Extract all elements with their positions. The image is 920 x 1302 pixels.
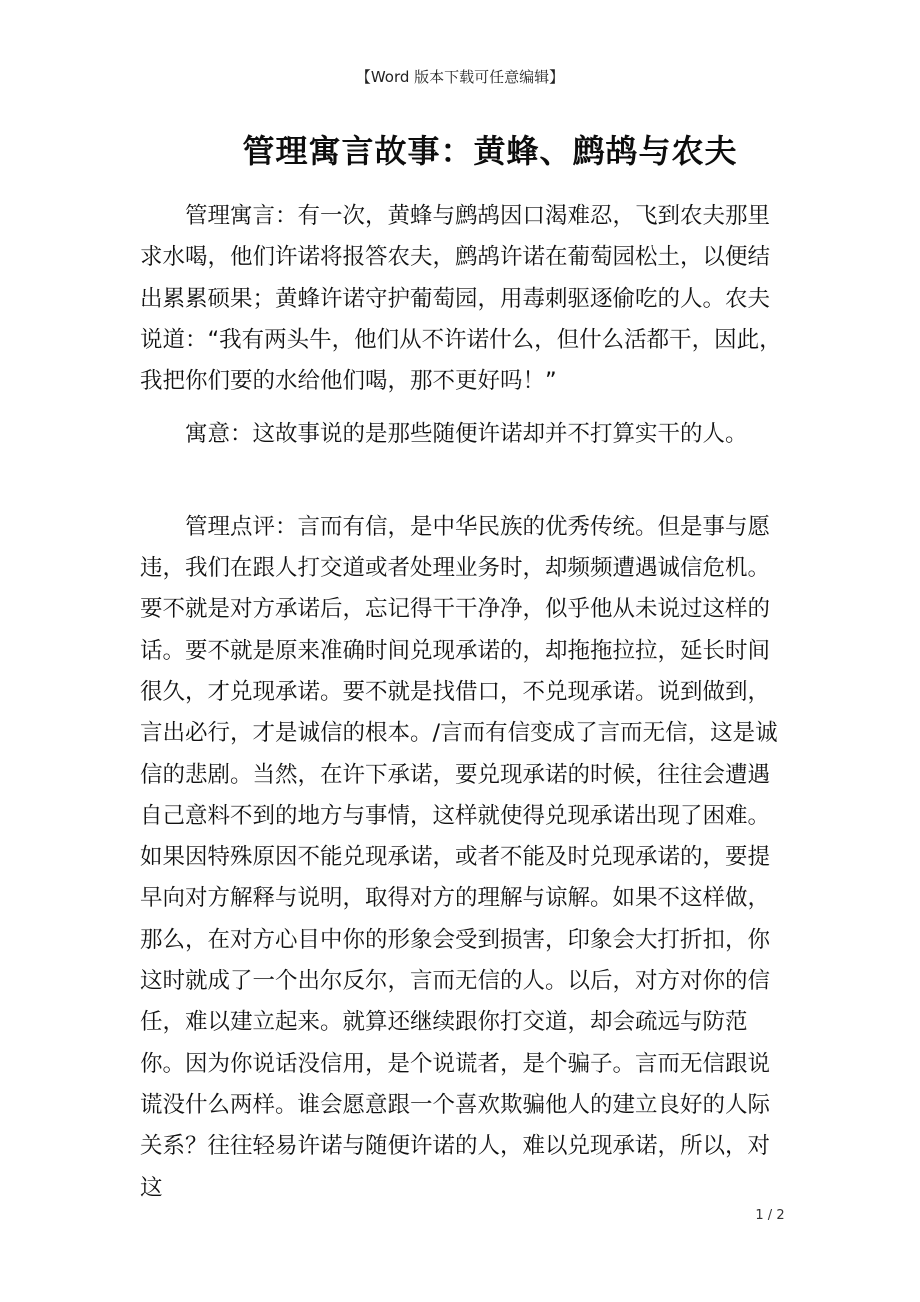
document-body	[140, 196, 782, 1221]
page-number: 1 / 2	[755, 1208, 785, 1223]
header-note: 【Word 版本下载可任意编辑】	[355, 68, 565, 86]
paragraph-commentary: 管理点评：言而有信，是中华民族的优秀传统。但是事与愿违，我们在跟人打交道或者处理业务时，却频频遭遇诚信危机。要不就是对方承诺后，忘记得干干净净，似乎他从未说过这样的话。要不就是原来准确时间兑现承诺的，却拖拖拉拉，延长时间很久，才兑现承诺。要不就是找借口，不兑现承诺。说到做到，言出必行，才是诚信的根本。/言而有信变成了言而无信，这是诚信的悲剧。当然，在许下承诺，要兑现承诺的时候，往往会遭遇自己意料不到的地方与事情，这样就使得兑现承诺出现了困难。如果因特殊原因不能兑现承诺，或者不能及时兑现承诺的，要提早向对方解释与说明，取得对方的理解与谅解。如果不这样做，那么，在对方心目中你的形象会受到损害，印象会大打折扣，你这时就成了一个出尔反尔，言而无信的人。以后，对方对你的信任，难以建立起来。就算还继续跟你打交道，却会疏远与防范你。因为你说话没信用，是个说谎者，是个骗子。言而无信跟说谎没什么两样。谁会愿意跟一个喜欢欺骗他人的建立良好的人际关系？往往轻易许诺与随便许诺的人，难以兑现承诺，所以，对这	[140, 513, 778, 1201]
paragraph-fable: 管理寓言：有一次，黄蜂与鹧鸪因口渴难忍，飞到农夫那里求水喝，他们许诺将报答农夫，鹧鸪许诺在葡萄园松土，以便结出累累硕果；黄蜂许诺守护葡萄园，用毒刺驱逐偷吃的人。农夫说道：“我有两头牛，他们从不许诺什么，但什么活都干，因此，我把你们要的水给他们喝，那不更好吗！”	[140, 203, 782, 395]
page-title: 管理寓言故事：黄蜂、鹧鸪与农夫	[242, 132, 738, 170]
paragraph-moral: 寓意：这故事说的是那些随便许诺却并不打算实干的人。	[185, 421, 748, 448]
